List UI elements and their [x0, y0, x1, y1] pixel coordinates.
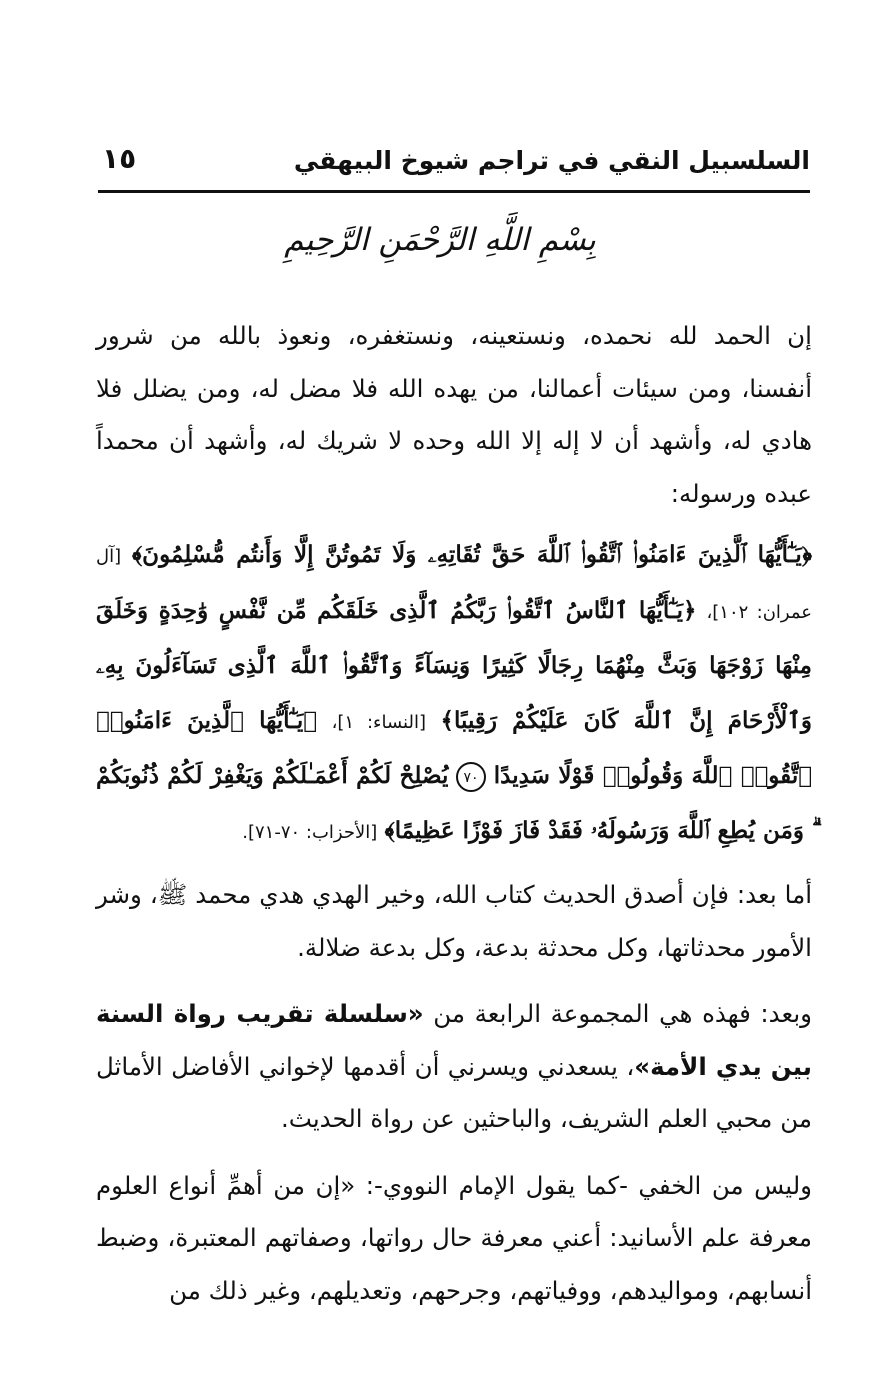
series-paragraph	[96, 988, 812, 1146]
verse-al-ahzab-70: ﴿يَـٰٓأَيُّهَا ٱلَّذِينَ ءَامَنُوا۟ ٱتَّقُوا۟ ٱللَّهَ وَقُولُوا۟ قَوْلًا سَدِيدًا	[96, 706, 813, 789]
running-title: السلسبيل النقي في تراجم شيوخ البيهقي	[293, 146, 810, 175]
citation-an-nisa: [النساء: ١]،	[331, 711, 427, 733]
body-text	[96, 310, 812, 1317]
ayah-number-marker: ٧٠	[456, 762, 486, 792]
verse-al-imran: ﴿يَـٰٓأَيُّهَا ٱلَّذِينَ ءَامَنُوا۟ ٱتَّقُوا۟ ٱللَّهَ حَقَّ تُقَاتِهِۦ وَلَا تَمُوتُنَّ إِلَّا وَأَنتُم مُّسْلِمُونَ﴾	[131, 541, 813, 568]
page-number: ١٥	[102, 142, 137, 175]
verse-al-ahzab-71: يُصْلِحْ لَكُمْ أَعْمَـٰلَكُمْ وَيَغْفِرْ لَكُمْ ذُنُوبَكُمْ ۗ وَمَن يُطِعِ ٱللَّهَ وَرَسُولَهُۥ فَقَدْ فَازَ فَوْزًا عَظِيمًا﴾	[96, 762, 812, 844]
quran-verses	[96, 528, 812, 859]
series-lead: وبعد: فهذه هي المجموعة الرابعة من	[433, 999, 813, 1028]
citation-al-ahzab: [الأحزاب: ٧٠-٧١].	[242, 821, 378, 843]
basmala: بِسْمِ اللَّهِ الرَّحْمَنِ الرَّحِيمِ	[284, 222, 596, 258]
intro-paragraph: إن الحمد لله نحمده، ونستعينه، ونستغفره، ونعوذ بالله من شرور أنفسنا، ومن سيئات أعمالنا، من يهده الله فلا مضل له، ومن يضلل فلا هادي له، وأشهد أن لا إله إلا الله وحده لا شريك له، وأشهد أن محمداً عبده ورسوله:	[96, 321, 812, 508]
page-header	[98, 138, 810, 184]
verse-an-nisa: ﴿يَـٰٓأَيُّهَا ٱلنَّاسُ ٱتَّقُوا۟ رَبَّكُمُ ٱلَّذِى خَلَقَكُم مِّن نَّفْسٍ وَٰحِدَةٍ وَخَلَقَ مِنْهَا زَوْجَهَا وَبَثَّ مِنْهُمَا رِجَالًا كَثِيرًا وَنِسَآءً وَٱتَّقُوا۟ ٱللَّهَ ٱلَّذِى تَسَآءَلُونَ بِهِۦ وَٱلْأَرْحَامَ إِنَّ ٱللَّهَ كَانَ عَلَيْكُمْ رَقِيبًا﴾	[96, 596, 813, 734]
amma-baad-paragraph: أما بعد: فإن أصدق الحديث كتاب الله، وخير الهدي هدي محمد ﷺ، وشر الأمور محدثاتها، وكل محدثة بدعة، وكل بدعة ضلالة.	[96, 880, 812, 962]
series-title: «سلسلة تقريب رواة السنة بين يدي الأمة»	[96, 999, 813, 1081]
header-rule	[98, 190, 810, 193]
series-rest: ، يسعدني ويسرني أن أقدمها لإخواني الأفاضل الأماثل من محبي العلم الشريف، والباحثين عن رواة الحديث.	[96, 1051, 812, 1133]
nawawi-quote-paragraph: وليس من الخفي -كما يقول الإمام النووي-: «إن من أهمِّ أنواع العلوم معرفة علم الأسانيد: أعني معرفة حال رواتها، وصفاتهم المعتبرة، وضبط أنسابهم، ومواليدهم، ووفياتهم، وجرحهم، وتعديلهم، وغير ذلك من	[96, 1170, 812, 1305]
citation-al-imran: [آل عمران: ١٠٢]،	[96, 546, 812, 623]
